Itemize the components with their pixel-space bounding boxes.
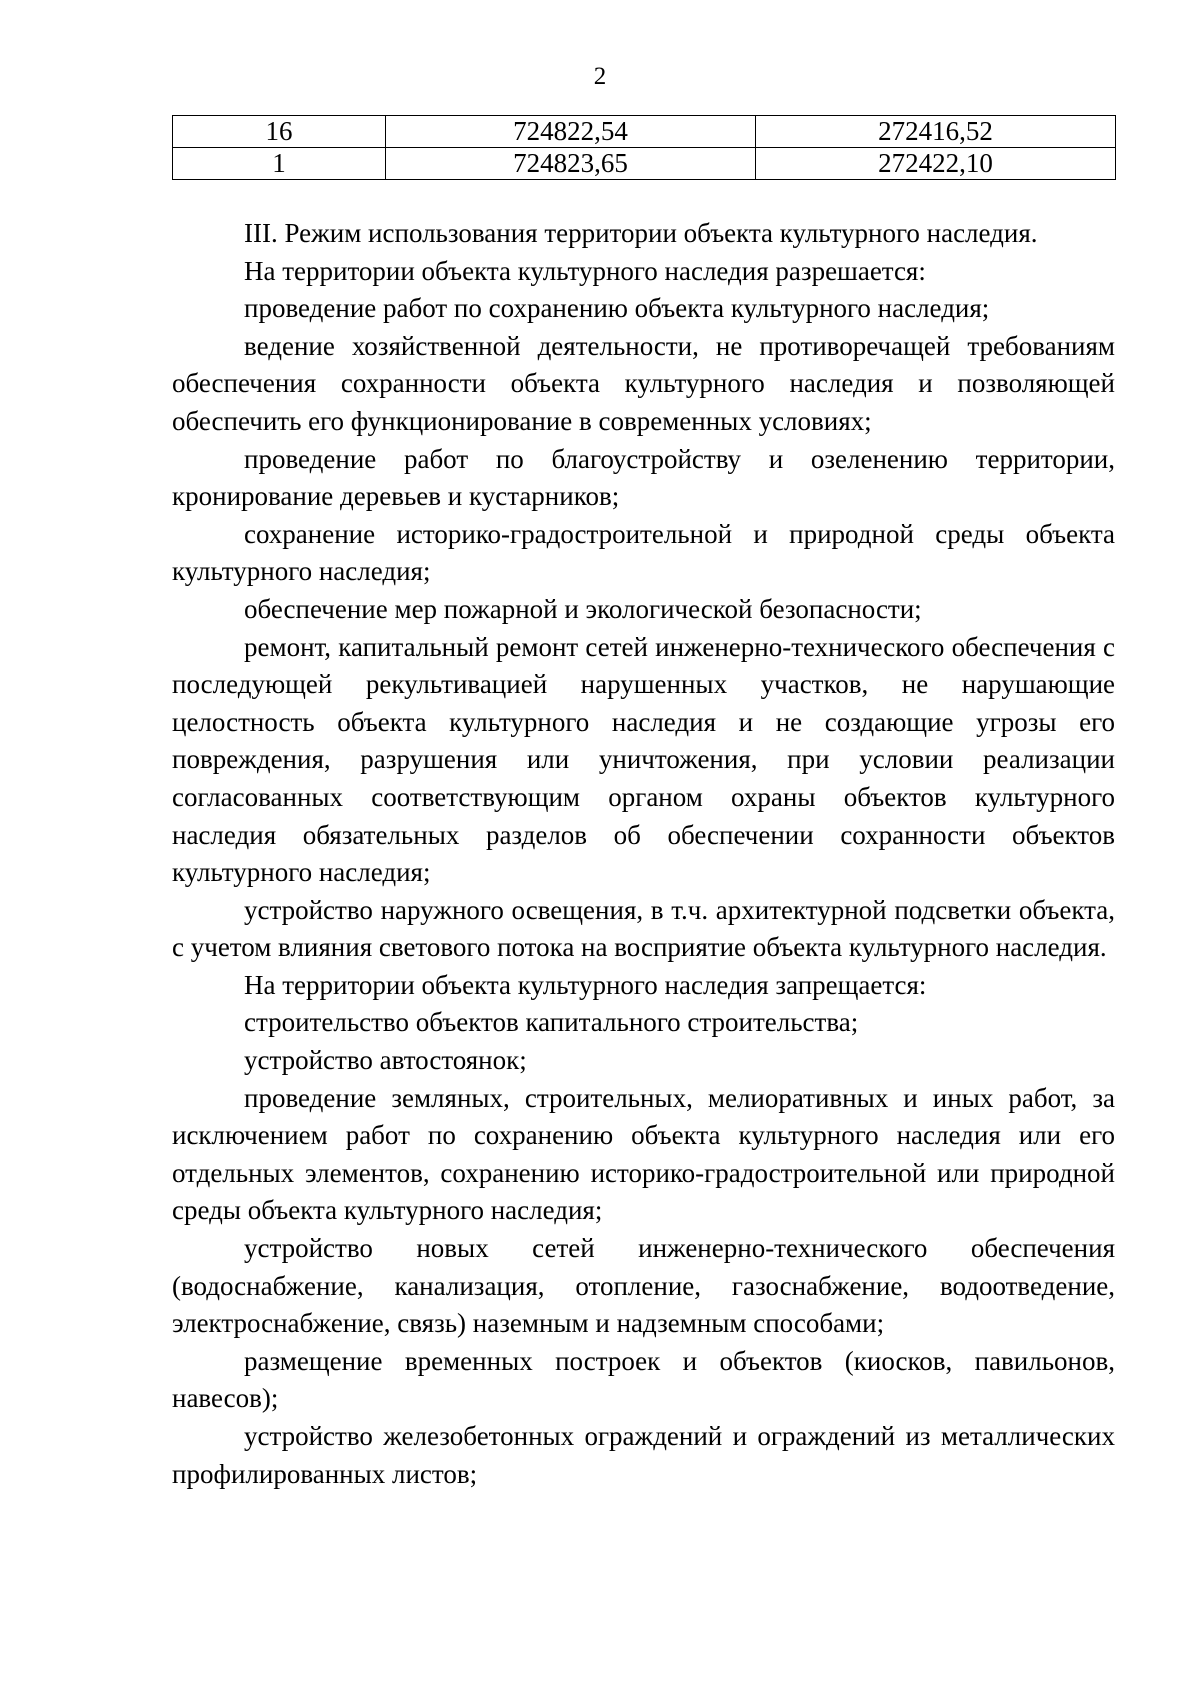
y-coordinate-cell: 272416,52 (756, 116, 1116, 148)
list-item: ремонт, капитальный ремонт сетей инженерно-технического обеспечения с последующей рекультивацией нарушенных участков, не нарушающие целостность объекта культурного наследия и не создающие угрозы его повреждения, разрушения или уничтожения, при условии реализации согласованных соответствующим органом охраны объектов культурного наследия обязательных разделов об обеспечении сохранности объектов культурного наследия; (172, 631, 1115, 888)
list-item: обеспечение мер пожарной и экологической безопасности; (244, 593, 922, 624)
list-item: устройство наружного освещения, в т.ч. архитектурной подсветки объекта, с учетом влияния светового потока на восприятие объекта культурного наследия. (172, 894, 1115, 963)
list-item: проведение работ по благоустройству и озеленению территории, кронирование деревьев и кустарников; (172, 443, 1115, 512)
body-text (172, 215, 1115, 1493)
table-row (173, 148, 1116, 180)
list-item: проведение работ по сохранению объекта культурного наследия; (244, 293, 990, 324)
x-coordinate-cell: 724822,54 (386, 116, 756, 148)
paragraph-permitted-intro: На территории объекта культурного наследия разрешается: (244, 255, 926, 286)
list-item: строительство объектов капитального строительства; (244, 1007, 859, 1038)
y-coordinate-cell: 272422,10 (756, 148, 1116, 180)
point-number-cell: 1 (173, 148, 386, 180)
table-row (173, 116, 1116, 148)
list-item: сохранение историко-градостроительной и природной среды объекта культурного наследия; (172, 518, 1115, 587)
coordinates-table (172, 115, 1116, 180)
section-heading: III. Режим использования территории объекта культурного наследия. (244, 218, 1038, 248)
list-item: устройство автостоянок; (244, 1045, 527, 1076)
list-item: проведение земляных, строительных, мелиоративных и иных работ, за исключением работ по сохранению объекта культурного наследия или его отдельных элементов, сохранению историко-градостроительной или природной среды объекта культурного наследия; (172, 1082, 1115, 1226)
point-number-cell: 16 (173, 116, 386, 148)
list-item: устройство новых сетей инженерно-технического обеспечения (водоснабжение, канализация, отопление, газоснабжение, водоотведение, электроснабжение, связь) наземным и надземным способами; (172, 1233, 1115, 1339)
paragraph-prohibited-intro: На территории объекта культурного наследия запрещается: (244, 969, 927, 1000)
list-item: размещение временных построек и объектов (киосков, павильонов, навесов); (172, 1345, 1115, 1414)
list-item: устройство железобетонных ограждений и ограждений из металлических профилированных листов; (172, 1421, 1115, 1489)
page-number: 2 (593, 63, 607, 90)
list-item: ведение хозяйственной деятельности, не противоречащей требованиям обеспечения сохранности объекта культурного наследия и позволяющей обеспечить его функционирование в современных условиях; (172, 330, 1115, 436)
x-coordinate-cell: 724823,65 (386, 148, 756, 180)
